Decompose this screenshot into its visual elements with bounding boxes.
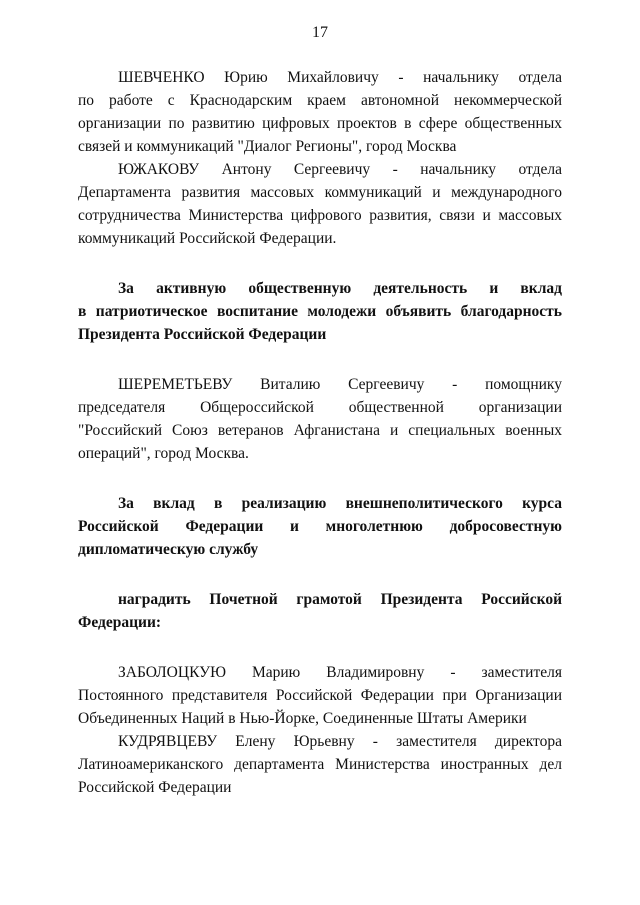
paragraph-zabolotskaya: [78, 661, 562, 730]
text-line: ШЕРЕМЕТЬЕВУ Виталию Сергеевичу - помощнику: [118, 376, 562, 393]
heading-award: [78, 588, 562, 634]
text-line: наградить Почетной грамотой Президента Российской: [118, 591, 562, 608]
text-line: Объединенных Наций в Нью-Йорке, Соединенные Штаты Америки: [78, 710, 527, 727]
document-body: [78, 66, 562, 799]
text-line: Постоянного представителя Российской Федерации при Организации: [78, 687, 562, 704]
heading-gratitude: [78, 277, 562, 346]
heading-contribution: [78, 492, 562, 561]
text-line: по работе с Краснодарским краем автономной некоммерческой: [78, 92, 562, 109]
page-number: 17: [312, 24, 328, 41]
text-line: Президента Российской Федерации: [78, 326, 327, 343]
text-line: ШЕВЧЕНКО Юрию Михайловичу - начальнику отдела: [118, 69, 562, 86]
text-line: связей и коммуникаций "Диалог Регионы", город Москва: [78, 138, 457, 155]
paragraph-kudryavtseva: [78, 730, 562, 799]
text-line: операций", город Москва.: [78, 445, 249, 462]
text-line: в патриотическое воспитание молодежи объявить благодарность: [78, 303, 562, 320]
text-line: За активную общественную деятельность и вклад: [118, 280, 562, 297]
text-line: Латиноамериканского департамента Министерства иностранных дел: [78, 756, 562, 773]
text-line: "Российский Союз ветеранов Афганистана и специальных военных: [78, 422, 562, 439]
text-line: Департамента развития массовых коммуникаций и международного: [78, 184, 562, 201]
text-line: Федерации:: [78, 614, 162, 631]
paragraph-sheremetyev: [78, 373, 562, 465]
text-line: ЗАБОЛОЦКУЮ Марию Владимировну - заместителя: [118, 664, 562, 681]
paragraph-shevchenko: [78, 66, 562, 158]
text-line: Российской Федерации и многолетнюю добросовестную: [78, 518, 562, 535]
paragraph-yuzhakov: [78, 158, 562, 250]
text-line: организации по развитию цифровых проектов в сфере общественных: [78, 115, 562, 132]
text-line: За вклад в реализацию внешнеполитического курса: [118, 495, 562, 512]
text-line: Российской Федерации: [78, 779, 232, 796]
text-line: КУДРЯВЦЕВУ Елену Юрьевну - заместителя директора: [118, 733, 562, 750]
text-line: коммуникаций Российской Федерации.: [78, 230, 337, 247]
text-line: ЮЖАКОВУ Антону Сергеевичу - начальнику отдела: [118, 161, 562, 178]
text-line: дипломатическую службу: [78, 541, 259, 558]
text-line: председателя Общероссийской общественной организации: [78, 399, 562, 416]
text-line: сотрудничества Министерства цифрового развития, связи и массовых: [78, 207, 562, 224]
